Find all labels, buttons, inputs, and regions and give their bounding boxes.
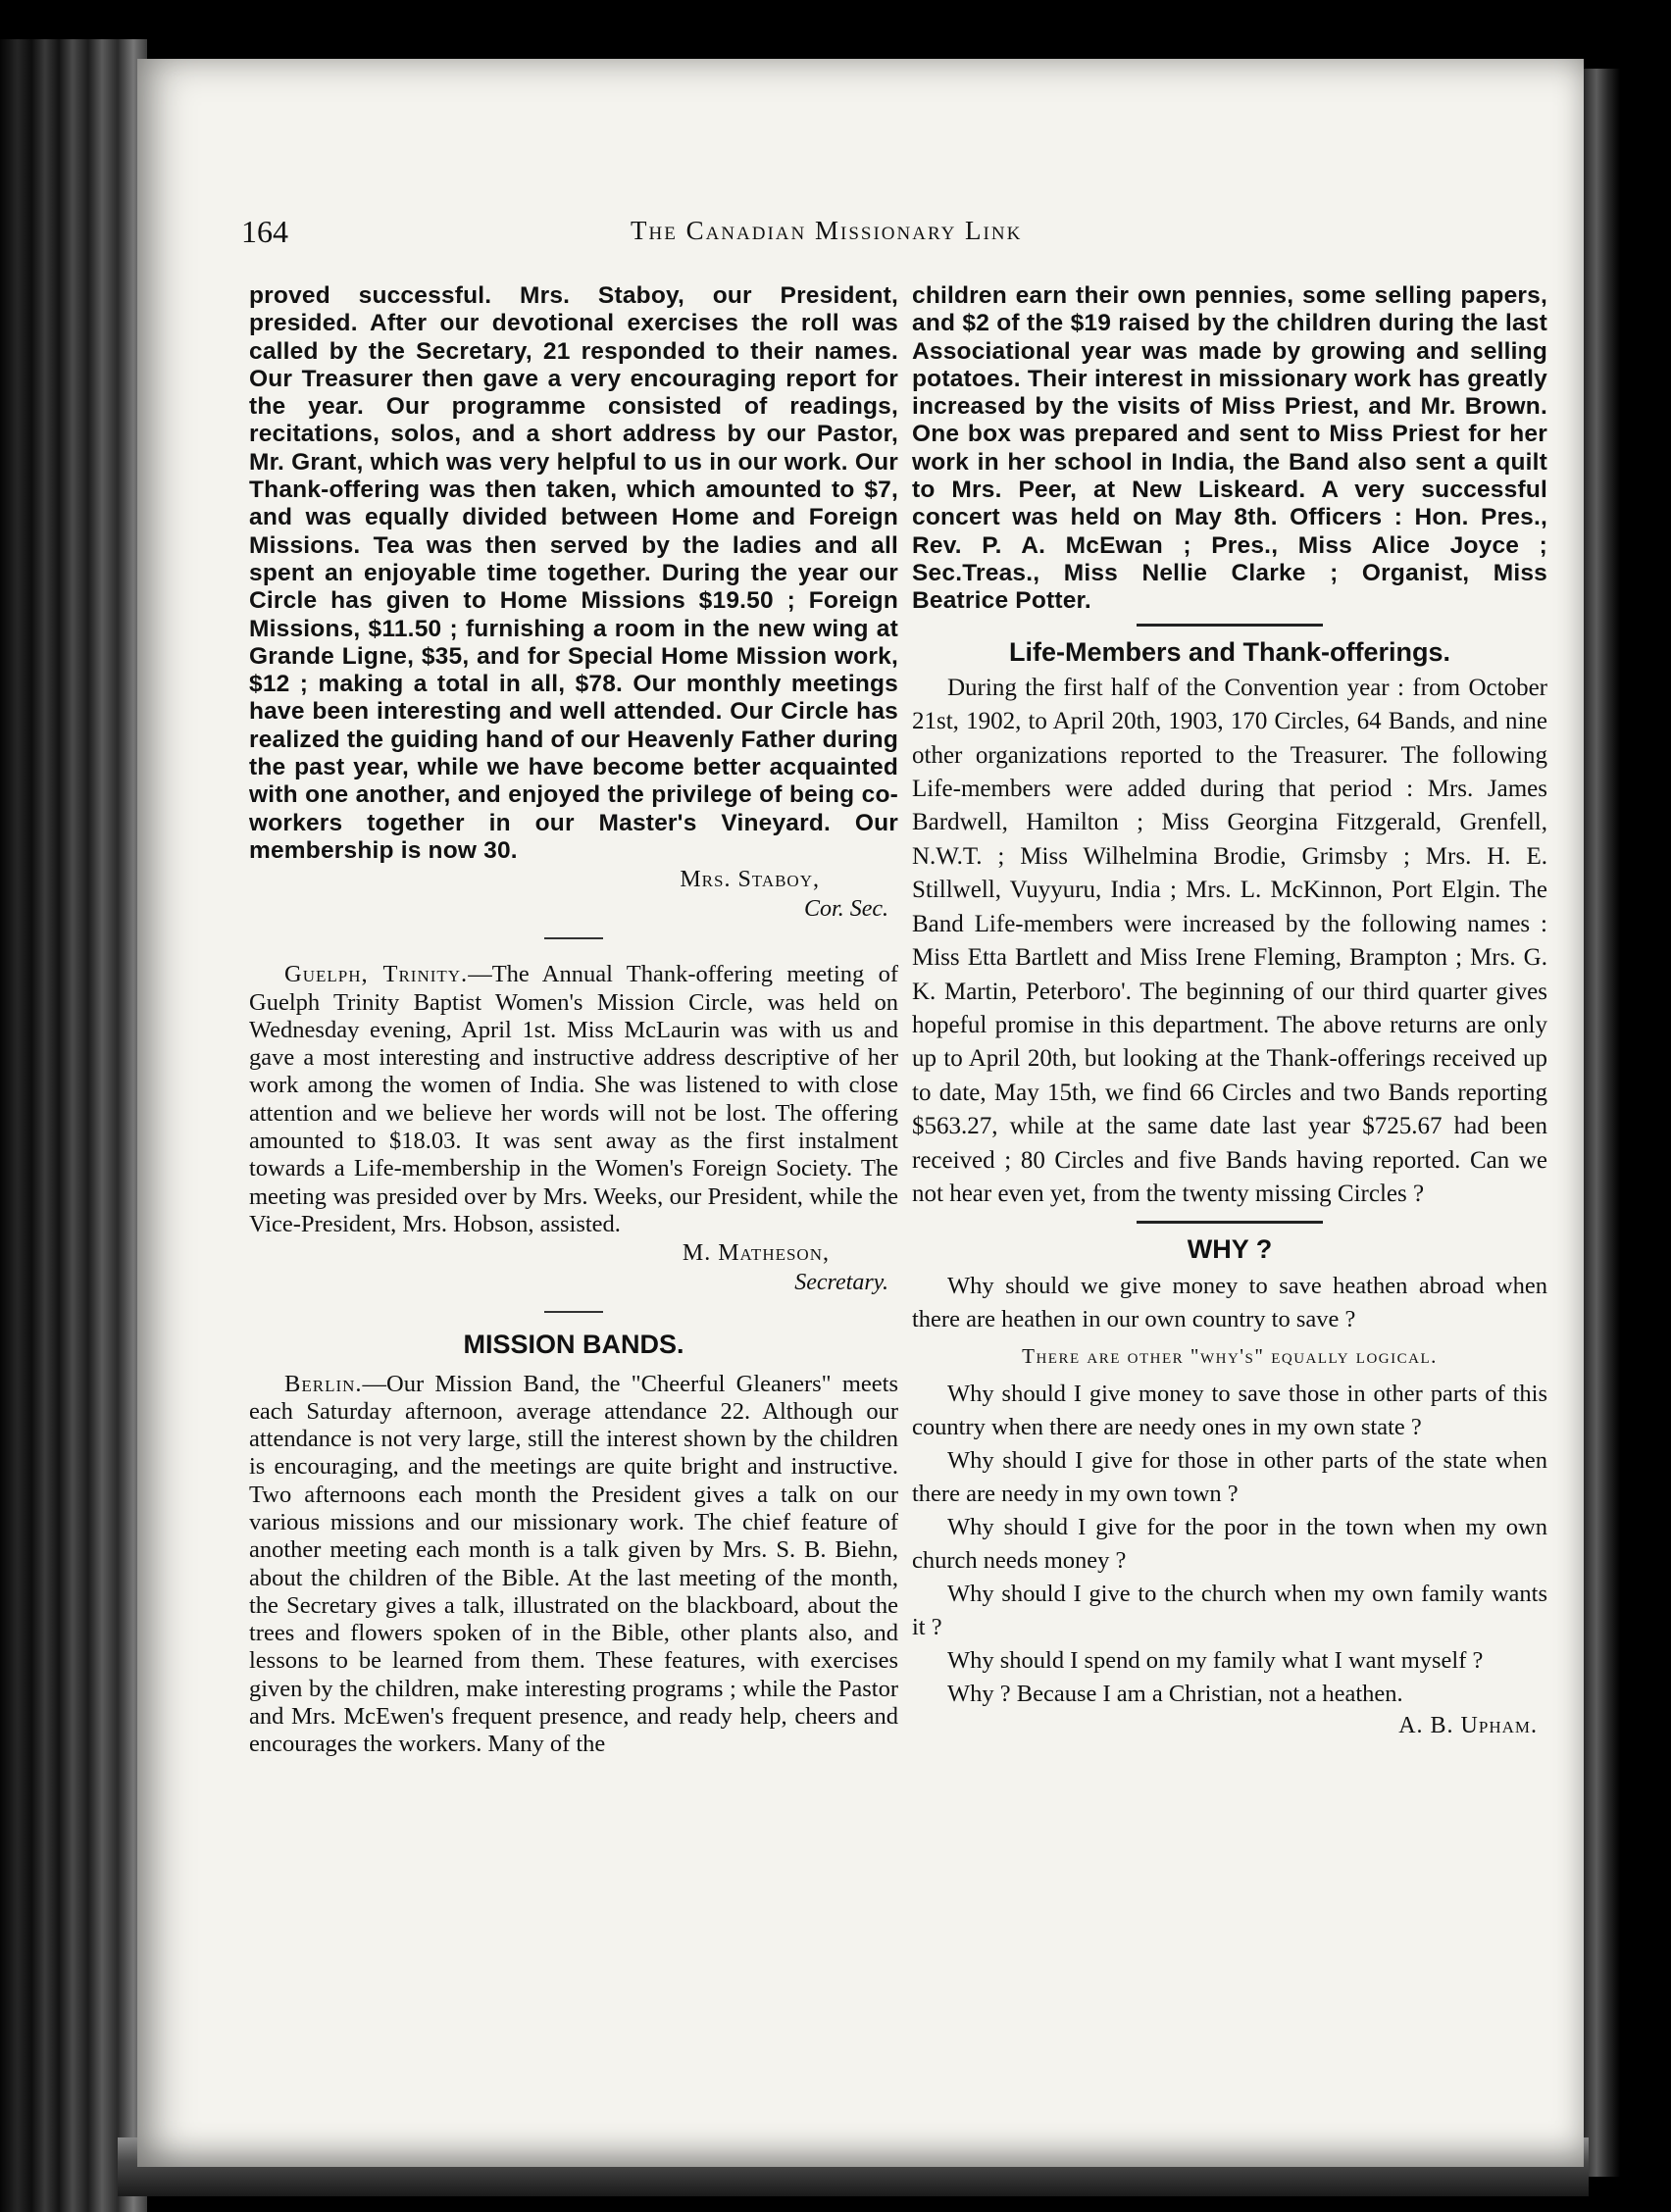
why-line: Why should I give for the poor in the town when my own church needs money ? xyxy=(912,1513,1547,1574)
book-binding-edge xyxy=(0,39,147,2212)
signature-role: Cor. Sec. xyxy=(804,896,888,923)
guelph-report-paragraph xyxy=(249,961,898,1238)
berlin-report-paragraph xyxy=(249,1371,898,1759)
right-column xyxy=(912,282,1547,1740)
paragraph-text: —Our Mission Band, the "Cheerful Gleaners" meets each Saturday afternoon, average attendance 22. Although our attendance is not very large, still the interest shown by the children is encouraging, and the meetings are quite bright and instructive. Two afternoons each month the President gives a talk on our various missions and our missionary work. The chief feature of another meeting each month is a talk given by Mrs. S. B. Biehn, about the children of the Bible. At the last meeting of the month, the Secretary gives a talk, illustrated on the blackboard, about the trees and flowers spoken of in the Bible, other plants also, and lessons to be learned from them. These features, with exercises given by the children, make interesting programs ; while the Pastor and Mrs. McEwen's frequent presence, and ready help, cheers and encourages the workers. Many of the xyxy=(249,1370,898,1758)
divider xyxy=(544,937,603,939)
divider xyxy=(544,1311,603,1313)
why-line: Why ? Because I am a Christian, not a heathen. xyxy=(947,1680,1403,1707)
heading-mission-bands: MISSION BANDS. xyxy=(463,1330,684,1360)
circle-report-paragraph: proved successful. Mrs. Staboy, our President, presided. After our devotional exercises the roll was called by the Secretary, 21 responded to their names. Our Treasurer then gave a very encouraging report for the year. Our programme consisted of readings, recitations, solos, and a short address by our Pastor, Mr. Grant, which was very helpful to us in our work. Our Thank-offering was then taken, which amounted to $7, and was equally divided between Home and Foreign Missions. Tea was then served by the ladies and all spent an enjoyable time together. During the year our Circle has given to Home Missions $19.50 ; Foreign Missions, $11.50 ; furnishing a room in the new wing at Grande Ligne, $35, and for Special Home Mission work, $12 ; making a total in all, $78. Our monthly meetings have been interesting and well attended. Our Circle has realized the guiding hand of our Heavenly Father during the past year, while we have become better acquainted with one another, and enjoyed the privilege of being co-workers together in our Master's Vineyard. Our membership is now 30. xyxy=(249,282,898,864)
left-column xyxy=(249,282,898,1759)
heading-why: WHY ? xyxy=(1187,1234,1273,1265)
signature-name: Mrs. Staboy, xyxy=(680,867,820,893)
signature-role: Secretary. xyxy=(794,1270,888,1296)
signature-staboy xyxy=(249,865,898,924)
journal-title: The Canadian Missionary Link xyxy=(631,216,1023,245)
signature-matheson xyxy=(249,1238,898,1297)
life-members-paragraph: During the first half of the Convention year : from October 21st, 1902, to April 20th, 1903, 170 Circles, 64 Bands, and nine other organizations reported to the Treasurer. The following Life-members were added during that period : Mrs. James Bardwell, Hamilton ; Miss Georgina Fitzgerald, Grenfell, N.W.T. ; Miss Wilhelmina Brodie, Grimsby ; Mrs. H. E. Stillwell, Vuyyuru, India ; Mrs. L. McKinnon, Port Elgin. The Band Life-members were increased by the following names : Miss Etta Bartlett and Miss Irene Fleming, Brampton ; Mrs. G. K. Martin, Peterboro'. The beginning of our third quarter gives hopeful promise in this department. The above returns are only up to April 20th, but looking at the Thank-offerings received up to date, May 15th, we find 66 Circles and two Bands reporting $563.27, while at the same date last year $725.67 had been received ; 80 Circles and five Bands having reported. Can we not hear even yet, from the twenty missing Circles ? xyxy=(912,674,1547,1207)
divider xyxy=(1137,624,1323,627)
why-poem xyxy=(912,1270,1547,1711)
why-line: Why should I give to the church when my own family wants it ? xyxy=(912,1580,1547,1640)
place-name: Berlin. xyxy=(284,1370,363,1397)
place-name: Guelph, Trinity. xyxy=(284,961,469,988)
why-line: Why should I give money to save those in other parts of this country when there are needy ones in my own state ? xyxy=(912,1380,1547,1440)
page-number: 164 xyxy=(241,214,288,249)
signature-upham xyxy=(912,1711,1547,1740)
why-caps-line: There are other "why's" equally logical. xyxy=(1022,1343,1438,1368)
why-line: Why should we give money to save heathen abroad when there are heathen in our own country to save ? xyxy=(912,1272,1547,1332)
why-line: Why should I give for those in other parts of the state when there are needy in my own town ? xyxy=(912,1446,1547,1507)
why-line: Why should I spend on my family what I want myself ? xyxy=(947,1646,1484,1674)
heading-life-members: Life-Members and Thank-offerings. xyxy=(1008,636,1451,667)
paragraph-text: —The Annual Thank-offering meeting of Guelph Trinity Baptist Women's Mission Circle, was held on Wednesday evening, April 1st. Miss McLaurin was with us and gave a most interesting and instructive address descriptive of her work among the women of India. She was listened to with close attention and we believe her words will not be lost. The offering amounted to $18.03. It was sent away as the first instalment towards a Life-membership in the Women's Foreign Society. The meeting was presided over by Mrs. Weeks, our President, while the Vice-President, Mrs. Hobson, assisted. xyxy=(249,961,898,1237)
signature-name: M. Matheson, xyxy=(682,1240,830,1267)
signature-name: A. B. Upham. xyxy=(1398,1712,1538,1738)
running-head xyxy=(241,214,1477,253)
page-stack-right-edge xyxy=(1581,69,1620,2177)
berlin-continued-paragraph: children earn their own pennies, some selling papers, and $2 of the $19 raised by the children during the last Associational year was made by growing and selling potatoes. Their interest in missionary work has greatly increased by the visits of Miss Priest, and Mr. Brown. One box was prepared and sent to Miss Priest for her work in her school in India, the Band also sent a quilt to Mrs. Peer, at New Liskeard. A very successful concert was held on May 8th. Officers : Hon. Pres., Rev. P. A. McEwan ; Pres., Miss Alice Joyce ; Sec.Treas., Miss Nellie Clarke ; Organist, Miss Beatrice Potter. xyxy=(912,282,1547,615)
divider xyxy=(1137,1221,1323,1224)
